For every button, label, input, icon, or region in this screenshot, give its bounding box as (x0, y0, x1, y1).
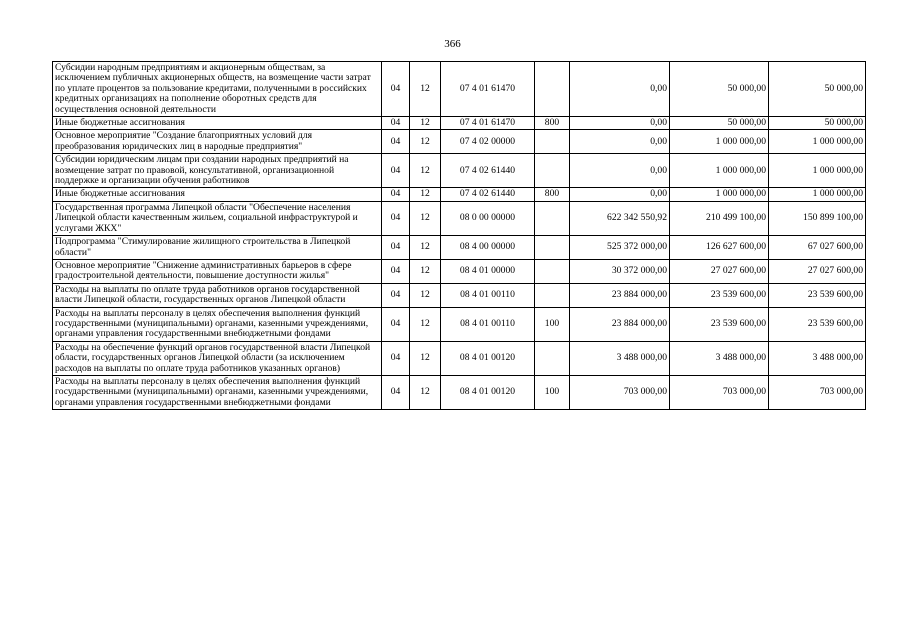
expense-kind-cell: 100 (535, 307, 570, 341)
section-code-cell: 04 (382, 154, 410, 188)
table-body (53, 62, 866, 410)
amount-year1-cell: 622 342 550,92 (570, 201, 670, 235)
row-name-cell: Иные бюджетные ассигнования (53, 188, 382, 201)
amount-year1-cell: 703 000,00 (570, 375, 670, 409)
expense-kind-cell (535, 341, 570, 375)
amount-year1-cell: 3 488 000,00 (570, 341, 670, 375)
budget-table (52, 61, 866, 410)
amount-year3-cell: 703 000,00 (769, 375, 866, 409)
amount-year2-cell: 23 539 600,00 (670, 283, 769, 307)
subsection-code-cell: 12 (410, 130, 441, 154)
expense-kind-cell (535, 62, 570, 117)
page-number: 366 (444, 38, 461, 50)
target-code-cell: 08 4 01 00110 (441, 283, 535, 307)
amount-year2-cell: 703 000,00 (670, 375, 769, 409)
section-code-cell: 04 (382, 201, 410, 235)
subsection-code-cell: 12 (410, 201, 441, 235)
amount-year1-cell: 0,00 (570, 62, 670, 117)
section-code-cell: 04 (382, 62, 410, 117)
section-code-cell: 04 (382, 259, 410, 283)
amount-year2-cell: 3 488 000,00 (670, 341, 769, 375)
target-code-cell: 07 4 02 00000 (441, 130, 535, 154)
row-name-cell: Основное мероприятие "Создание благоприятных условий для преобразования юридических лиц в народные предприятия" (53, 130, 382, 154)
row-name-cell: Подпрограмма "Стимулирование жилищного строительства в Липецкой области" (53, 236, 382, 260)
expense-kind-cell (535, 130, 570, 154)
target-code-cell: 07 4 02 61440 (441, 154, 535, 188)
row-name-cell: Государственная программа Липецкой области "Обеспечение населения Липецкой области качественным жильем, социальной инфраструктурой и услугами ЖКХ" (53, 201, 382, 235)
section-code-cell: 04 (382, 341, 410, 375)
subsection-code-cell: 12 (410, 259, 441, 283)
amount-year3-cell: 27 027 600,00 (769, 259, 866, 283)
subsection-code-cell: 12 (410, 236, 441, 260)
target-code-cell: 08 4 01 00110 (441, 307, 535, 341)
expense-kind-cell (535, 201, 570, 235)
expense-kind-cell: 100 (535, 375, 570, 409)
amount-year3-cell: 50 000,00 (769, 117, 866, 130)
target-code-cell: 07 4 02 61440 (441, 188, 535, 201)
table-row (53, 201, 866, 235)
amount-year1-cell: 0,00 (570, 130, 670, 154)
amount-year1-cell: 0,00 (570, 117, 670, 130)
subsection-code-cell: 12 (410, 154, 441, 188)
section-code-cell: 04 (382, 188, 410, 201)
amount-year2-cell: 23 539 600,00 (670, 307, 769, 341)
table-row (53, 62, 866, 117)
subsection-code-cell: 12 (410, 188, 441, 201)
amount-year1-cell: 0,00 (570, 154, 670, 188)
table-row (53, 307, 866, 341)
amount-year3-cell: 1 000 000,00 (769, 130, 866, 154)
amount-year2-cell: 1 000 000,00 (670, 154, 769, 188)
row-name-cell: Основное мероприятие "Снижение административных барьеров в сфере градостроительной деятельности, повышение доступности жилья" (53, 259, 382, 283)
expense-kind-cell (535, 154, 570, 188)
section-code-cell: 04 (382, 130, 410, 154)
subsection-code-cell: 12 (410, 375, 441, 409)
amount-year1-cell: 23 884 000,00 (570, 283, 670, 307)
target-code-cell: 08 4 01 00120 (441, 375, 535, 409)
amount-year3-cell: 3 488 000,00 (769, 341, 866, 375)
section-code-cell: 04 (382, 283, 410, 307)
section-code-cell: 04 (382, 117, 410, 130)
amount-year1-cell: 525 372 000,00 (570, 236, 670, 260)
table-row (53, 236, 866, 260)
row-name-cell: Иные бюджетные ассигнования (53, 117, 382, 130)
amount-year2-cell: 50 000,00 (670, 117, 769, 130)
section-code-cell: 04 (382, 307, 410, 341)
table-row (53, 130, 866, 154)
amount-year3-cell: 67 027 600,00 (769, 236, 866, 260)
row-name-cell: Расходы на выплаты персоналу в целях обеспечения выполнения функций государственными (муниципальными) органами, казенными учреждениями, органами управления государственными внебюджетными фондами (53, 375, 382, 409)
subsection-code-cell: 12 (410, 62, 441, 117)
table-row (53, 283, 866, 307)
target-code-cell: 07 4 01 61470 (441, 62, 535, 117)
expense-kind-cell (535, 259, 570, 283)
amount-year3-cell: 150 899 100,00 (769, 201, 866, 235)
table-row (53, 375, 866, 409)
amount-year3-cell: 50 000,00 (769, 62, 866, 117)
target-code-cell: 08 4 00 00000 (441, 236, 535, 260)
section-code-cell: 04 (382, 375, 410, 409)
row-name-cell: Субсидии народным предприятиям и акционерным обществам, за исключением публичных акционерных обществ, на возмещение части затрат по уплате процентов за пользование кредитами, полученными в российских кредитных организациях на пополнение оборотных средств для осуществления основной деятельности (53, 62, 382, 117)
subsection-code-cell: 12 (410, 117, 441, 130)
amount-year2-cell: 1 000 000,00 (670, 188, 769, 201)
amount-year3-cell: 1 000 000,00 (769, 188, 866, 201)
table-row (53, 154, 866, 188)
row-name-cell: Субсидии юридическим лицам при создании народных предприятий на возмещение затрат по правовой, консультативной, организационной поддержке и организации обучения работников (53, 154, 382, 188)
subsection-code-cell: 12 (410, 307, 441, 341)
amount-year1-cell: 0,00 (570, 188, 670, 201)
subsection-code-cell: 12 (410, 283, 441, 307)
amount-year2-cell: 1 000 000,00 (670, 130, 769, 154)
target-code-cell: 08 4 01 00000 (441, 259, 535, 283)
amount-year3-cell: 23 539 600,00 (769, 307, 866, 341)
table-row (53, 117, 866, 130)
amount-year2-cell: 27 027 600,00 (670, 259, 769, 283)
table-row (53, 188, 866, 201)
row-name-cell: Расходы на обеспечение функций органов государственной власти Липецкой области, государственных органов Липецкой области (за исключением расходов на выплаты по оплате труда работников указанных органов) (53, 341, 382, 375)
table-row (53, 341, 866, 375)
expense-kind-cell (535, 283, 570, 307)
section-code-cell: 04 (382, 236, 410, 260)
table-row (53, 259, 866, 283)
amount-year1-cell: 30 372 000,00 (570, 259, 670, 283)
amount-year1-cell: 23 884 000,00 (570, 307, 670, 341)
amount-year2-cell: 126 627 600,00 (670, 236, 769, 260)
amount-year2-cell: 210 499 100,00 (670, 201, 769, 235)
expense-kind-cell: 800 (535, 117, 570, 130)
target-code-cell: 08 4 01 00120 (441, 341, 535, 375)
target-code-cell: 08 0 00 00000 (441, 201, 535, 235)
row-name-cell: Расходы на выплаты по оплате труда работников органов государственной власти Липецкой области, государственных органов Липецкой области (53, 283, 382, 307)
row-name-cell: Расходы на выплаты персоналу в целях обеспечения выполнения функций государственными (муниципальными) органами, казенными учреждениями, органами управления государственными внебюджетными фондами (53, 307, 382, 341)
expense-kind-cell (535, 236, 570, 260)
expense-kind-cell: 800 (535, 188, 570, 201)
target-code-cell: 07 4 01 61470 (441, 117, 535, 130)
amount-year3-cell: 1 000 000,00 (769, 154, 866, 188)
amount-year3-cell: 23 539 600,00 (769, 283, 866, 307)
subsection-code-cell: 12 (410, 341, 441, 375)
amount-year2-cell: 50 000,00 (670, 62, 769, 117)
